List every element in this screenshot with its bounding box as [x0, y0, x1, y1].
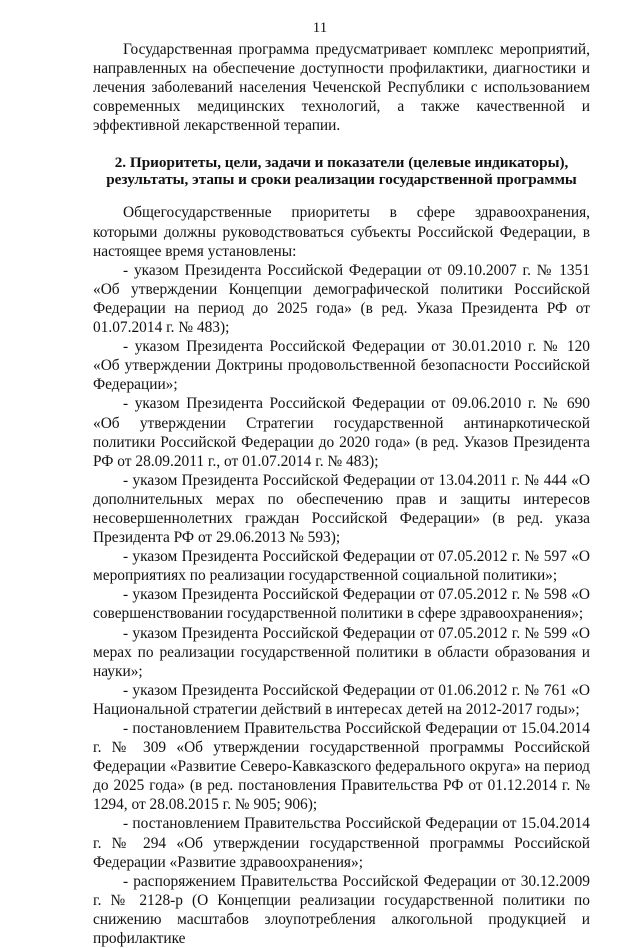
list-item: - распоряжением Правительства Российской Федерации от 30.12.2009 г. № 2128-р (О Концепции реализации государственной политики по снижению масштабов злоупотребления алкогольной продукцией и профилактике — [93, 872, 590, 948]
list-item: - постановлением Правительства Российской Федерации от 15.04.2014 г. № 294 «Об утверждении государственной программы Российской Федерации «Развитие здравоохранения»; — [93, 815, 590, 871]
intro-paragraph: Государственная программа предусматривает комплекс мероприятий, направленных на обеспечение доступности профилактики, диагностики и лечения заболеваний населения Чеченской Республики с использованием современных медицинских технологий, а также качественной и эффективной лекарственной терапии. — [93, 41, 590, 135]
list-item: - указом Президента Российской Федерации от 13.04.2011 г. № 444 «О дополнительных мерах по обеспечению прав и защиты интересов несовершеннолетних граждан Российской Федерации» (в ред. указа Президента РФ от 29.06.2013 № 593); — [93, 471, 590, 547]
list-item: - указом Президента Российской Федерации от 07.05.2012 г. № 597 «О мероприятиях по реализации государственной социальной политики»; — [93, 548, 590, 585]
list-item: - указом Президента Российской Федерации от 07.05.2012 г. № 598 «О совершенствовании государственной политики в сфере здравоохранения»; — [93, 586, 590, 623]
list-item: - указом Президента Российской Федерации от 01.06.2012 г. № 761 «О Национальной стратегии действий в интересах детей на 2012-2017 годы»; — [93, 681, 590, 718]
document-body — [93, 40, 590, 948]
section-heading-line-1: 2. Приоритеты, цели, задачи и показатели (целевые индикаторы), — [114, 154, 569, 172]
list-item: - указом Президента Российской Федерации от 30.01.2010 г. № 120 «Об утверждении Доктрины продовольственной безопасности Российской Федерации»; — [93, 338, 590, 394]
list-item: - указом Президента Российской Федерации от 09.10.2007 г. № 1351 «Об утверждении Концепции демографической политики Российской Федерации на период до 2025 года» (в ред. Указа Президента РФ от 01.07.2014 г. № 483); — [93, 261, 590, 337]
list-item: - указом Президента Российской Федерации от 09.06.2010 г. № 690 «Об утверждении Стратегии государственной антинаркотической политики Российской Федерации до 2020 года» (в ред. Указов Президента РФ от 28.09.2011 г., от 01.07.2014 г. № 483); — [93, 395, 590, 470]
list-item: - указом Президента Российской Федерации от 07.05.2012 г. № 599 «О мерах по реализации государственной политики в области образования и науки»; — [93, 624, 590, 680]
list-item: - постановлением Правительства Российской Федерации от 15.04.2014 г. № 309 «Об утверждении государственной программы Российской Федерации «Развитие Северо-Кавказского федерального округа» на период до 2025 года» (в ред. постановления Правительства РФ от 01.12.2014 г. № 1294, от 28.08.2015 г. № 905; 906); — [93, 720, 590, 814]
legal-acts-list — [93, 261, 590, 948]
section-heading — [93, 155, 590, 188]
section-heading-line-2: результаты, этапы и сроки реализации государственной программы — [106, 170, 577, 188]
page-number: 11 — [312, 20, 328, 36]
priorities-intro: Общегосударственные приоритеты в сфере здравоохранения, которыми должны руководствоваться субъекты Российской Федерации, в настоящее время установлены: — [93, 204, 590, 260]
